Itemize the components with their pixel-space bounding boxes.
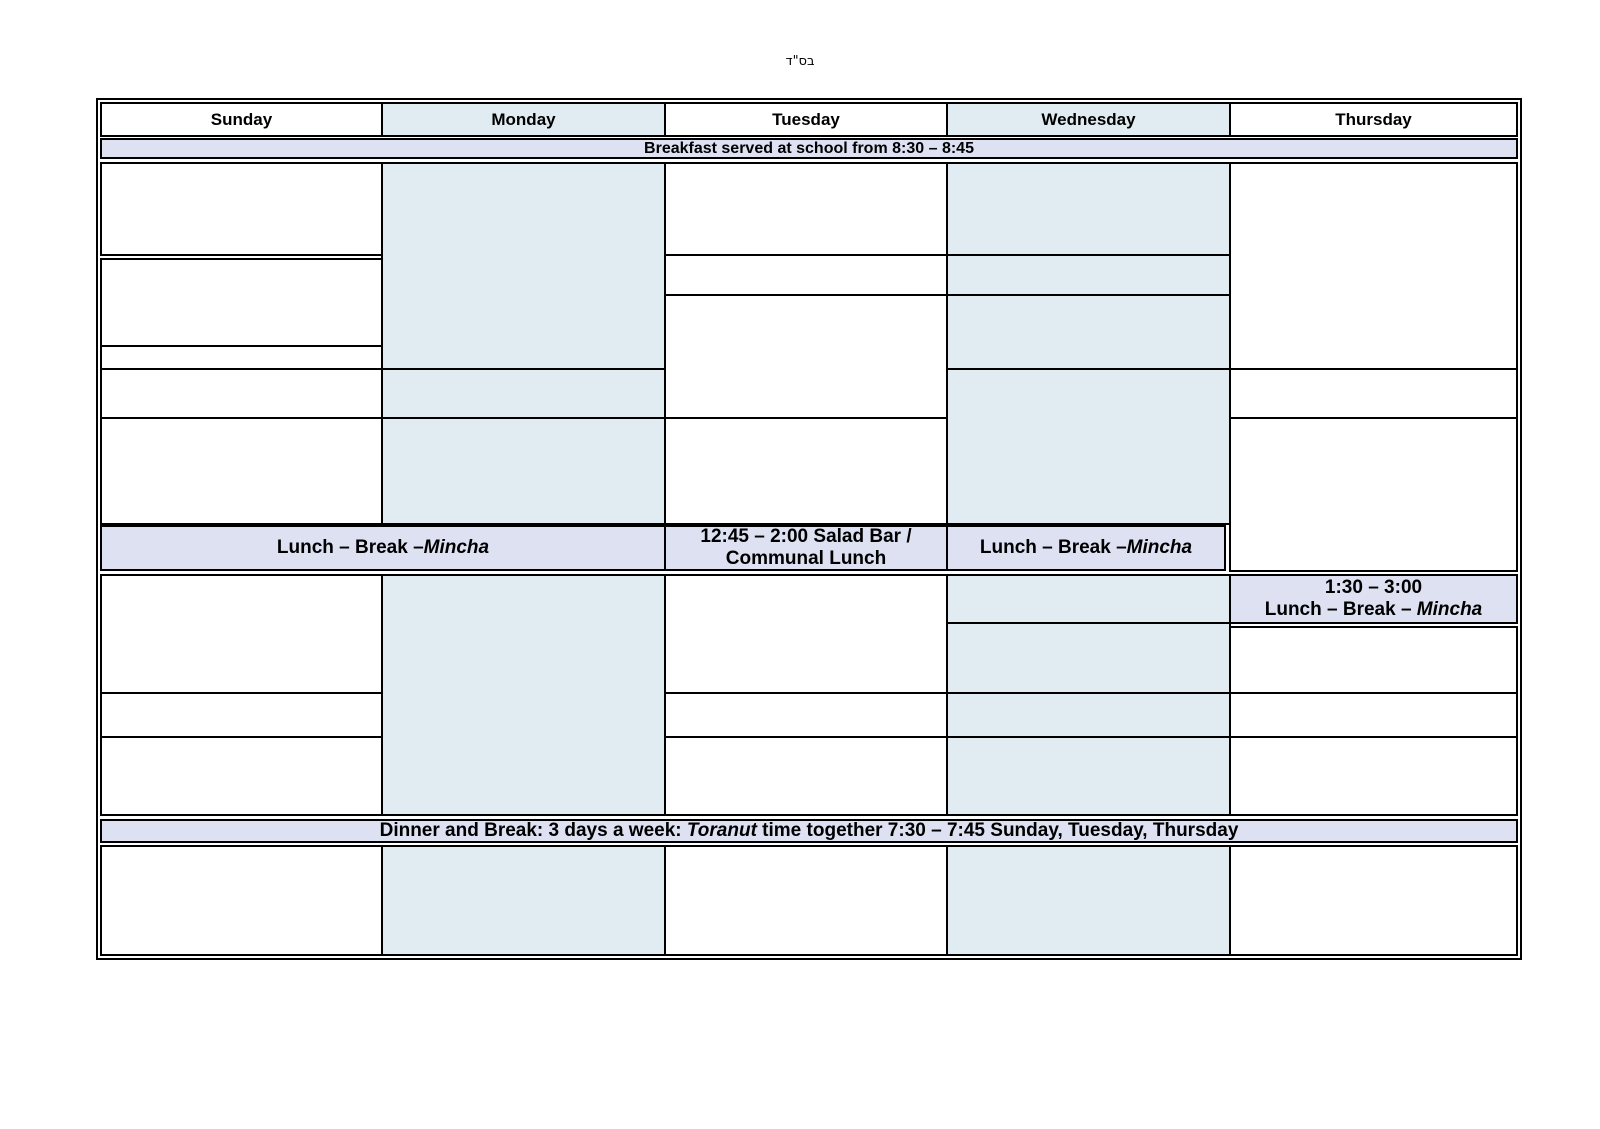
sunday-afternoon-1 bbox=[100, 574, 383, 694]
thursday-afternoon-3 bbox=[1229, 736, 1518, 816]
dinner-band bbox=[100, 819, 1518, 843]
lunch-band-italic: Mincha bbox=[1416, 599, 1483, 620]
schedule-table bbox=[96, 98, 1522, 960]
dinner-band-prefix: Dinner and Break: 3 days a week: bbox=[379, 820, 687, 841]
wednesday-slot-3 bbox=[946, 294, 1231, 370]
day-header-tuesday: Tuesday bbox=[664, 102, 948, 137]
lunch-band-italic: Mincha bbox=[1126, 537, 1193, 558]
monday-afternoon-1 bbox=[381, 574, 666, 816]
tuesday-slot-3 bbox=[664, 294, 948, 419]
sunday-slot-5 bbox=[100, 417, 383, 525]
thursday-evening bbox=[1229, 845, 1518, 956]
wednesday-slot-4 bbox=[946, 368, 1231, 525]
sunday-afternoon-2 bbox=[100, 692, 383, 738]
lunch-band-wednesday bbox=[946, 525, 1226, 571]
sunday-slot-3 bbox=[100, 345, 383, 370]
lunch-band-text: Lunch – Break – bbox=[276, 537, 424, 558]
tuesday-slot-2 bbox=[664, 254, 948, 296]
sunday-afternoon-3 bbox=[100, 736, 383, 816]
day-header-monday: Monday bbox=[381, 102, 666, 137]
thursday-afternoon-2 bbox=[1229, 692, 1518, 738]
lunch-thursday-time: 1:30 – 3:00 bbox=[1324, 577, 1423, 598]
lunch-tuesday-line-1: 12:45 – 2:00 Salad Bar / bbox=[700, 526, 912, 547]
wednesday-slot-1 bbox=[946, 162, 1231, 256]
tuesday-afternoon-1 bbox=[664, 574, 948, 694]
monday-slot-1 bbox=[381, 162, 666, 370]
header-mark: בס"ד bbox=[785, 54, 815, 69]
lunch-tuesday-line-2: Communal Lunch bbox=[725, 548, 887, 569]
lunch-band-sunday-monday bbox=[100, 525, 666, 571]
wednesday-afternoon-3 bbox=[946, 692, 1231, 738]
wednesday-afternoon-1 bbox=[946, 574, 1231, 624]
thursday-afternoon-1 bbox=[1229, 626, 1518, 694]
wednesday-evening bbox=[946, 845, 1231, 956]
sunday-evening bbox=[100, 845, 383, 956]
sunday-slot-4 bbox=[100, 368, 383, 419]
wednesday-afternoon-4 bbox=[946, 736, 1231, 816]
monday-slot-3 bbox=[381, 417, 666, 525]
dinner-band-italic: Toranut bbox=[686, 820, 757, 841]
wednesday-afternoon-2 bbox=[946, 622, 1231, 694]
tuesday-afternoon-3 bbox=[664, 736, 948, 816]
thursday-slot-3 bbox=[1229, 417, 1518, 572]
lunch-band-italic: Mincha bbox=[423, 537, 490, 558]
thursday-slot-2 bbox=[1229, 368, 1518, 419]
dinner-band-suffix: time together 7:30 – 7:45 Sunday, Tuesday, Thursday bbox=[756, 820, 1239, 841]
sunday-slot-1 bbox=[100, 162, 383, 256]
sunday-slot-2 bbox=[100, 258, 383, 347]
thursday-slot-1 bbox=[1229, 162, 1518, 370]
day-header-sunday: Sunday bbox=[100, 102, 383, 137]
day-header-thursday: Thursday bbox=[1229, 102, 1518, 137]
monday-slot-2 bbox=[381, 368, 666, 419]
day-header-wednesday: Wednesday bbox=[946, 102, 1231, 137]
tuesday-slot-1 bbox=[664, 162, 948, 256]
lunch-thursday-label bbox=[1265, 599, 1483, 621]
tuesday-slot-4 bbox=[664, 417, 948, 525]
breakfast-band: Breakfast served at school from 8:30 – 8:45 bbox=[100, 138, 1518, 159]
lunch-band-thursday bbox=[1229, 574, 1518, 624]
tuesday-evening bbox=[664, 845, 948, 956]
lunch-band-tuesday bbox=[664, 525, 948, 571]
lunch-band-text: Lunch – Break – bbox=[1264, 599, 1417, 620]
tuesday-afternoon-2 bbox=[664, 692, 948, 738]
monday-evening bbox=[381, 845, 666, 956]
lunch-band-text: Lunch – Break – bbox=[979, 537, 1127, 558]
wednesday-slot-2 bbox=[946, 254, 1231, 296]
